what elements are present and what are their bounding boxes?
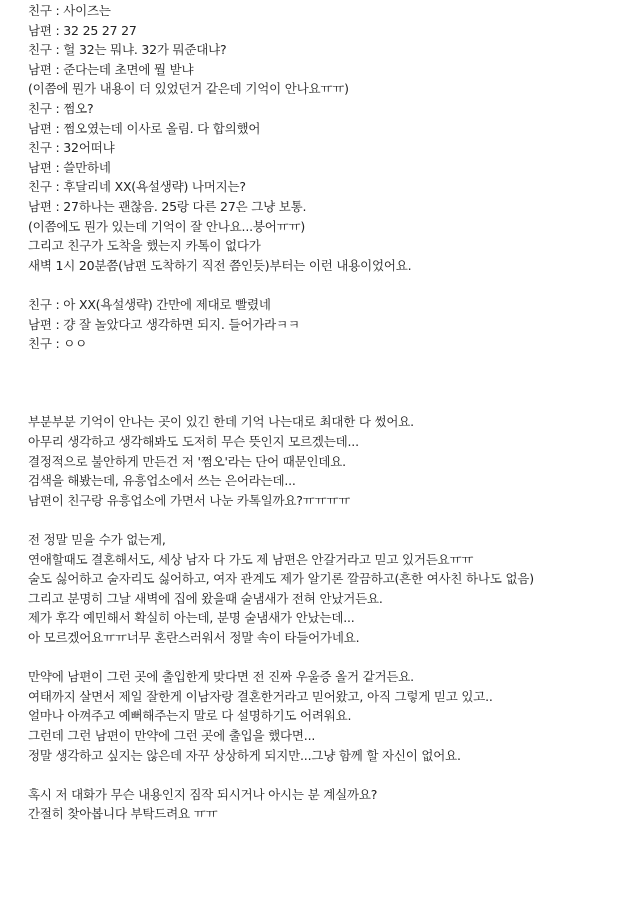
text-line: 친구 : 쩜오? xyxy=(28,100,94,116)
text-line: 혹시 저 대화가 무슨 내용인지 짐작 되시거나 아시는 분 계실까요? xyxy=(28,786,378,802)
chat-transcript-block xyxy=(28,1,643,275)
text-line: 친구 : 헐 32는 뭐냐. 32가 뭐준대냐? xyxy=(28,42,227,58)
text-line: 결정적으로 불안하게 만든건 저 '쩜오'라는 단어 때문인데요. xyxy=(28,453,346,469)
text-line: 그리고 분명히 그날 새벽에 집에 왔을때 술냄새가 전혀 안났거든요. xyxy=(28,590,383,606)
text-line: 친구 : 아 XX(욕설생략) 간만에 제대로 빨렸네 xyxy=(28,296,271,312)
text-line: (이쯤에 뭔가 내용이 더 있었던거 같은데 기억이 안나요ㅠㅠ) xyxy=(28,81,349,97)
text-line: 남편 : 쩜오였는데 이사로 올림. 다 합의했어 xyxy=(28,120,261,136)
text-line: 친구 : 사이즈는 xyxy=(28,3,111,18)
text-line: (이쯤에도 뭔가 있는데 기억이 잘 안나요...붕어ㅠㅠ) xyxy=(28,218,306,234)
text-line: 제가 후각 예민해서 확실히 아는데, 분명 술냄새가 안났는데... xyxy=(28,610,355,626)
paragraph-spacer xyxy=(28,393,643,413)
paragraph-spacer xyxy=(28,373,643,393)
text-line: 친구 : 후달리네 XX(욕설생략) 나머지는? xyxy=(28,179,246,195)
text-line: 그리고 친구가 도착을 했는지 카톡이 없다가 xyxy=(28,238,261,254)
paragraph xyxy=(28,412,643,510)
paragraph-spacer xyxy=(28,648,643,668)
paragraph xyxy=(28,785,643,824)
text-line: 남편 : 27하나는 괜찮음. 25랑 다른 27은 그냥 보통. xyxy=(28,198,307,214)
text-line: 얼마나 아껴주고 예뻐해주는지 말로 다 설명하기도 어려워요. xyxy=(28,708,352,724)
paragraph xyxy=(28,530,643,648)
paragraph-spacer xyxy=(28,765,643,785)
paragraph-spacer xyxy=(28,275,643,295)
text-line: 친구 : ㅇㅇ xyxy=(28,336,88,352)
text-line: 그런데 그런 남편이 만약에 그런 곳에 출입을 했다면... xyxy=(28,727,316,743)
text-line: 부분부분 기억이 안나는 곳이 있긴 한데 기억 나는대로 최대한 다 썼어요. xyxy=(28,414,414,430)
text-line: 전 정말 믿을 수가 없는게, xyxy=(28,532,166,548)
text-line: 아 모르겠어요ㅠㅠ너무 혼란스러워서 정말 속이 타들어가네요. xyxy=(28,630,360,645)
text-line: 친구 : 32어떠냐 xyxy=(28,140,115,156)
text-line: 만약에 남편이 그런 곳에 출입한게 맞다면 전 진짜 우울증 올거 같거든요. xyxy=(28,669,414,685)
text-line: 남편이 친구랑 유흥업소에 가면서 나눈 카톡일까요?ㅠㅠㅠㅠ xyxy=(28,492,351,508)
paragraph-spacer xyxy=(28,510,643,530)
text-line: 남편 : 쓸만하네 xyxy=(28,159,111,175)
text-line: 남편 : 걍 잘 놀았다고 생각하면 되지. 들어가라ㅋㅋ xyxy=(28,316,300,332)
text-line: 새벽 1시 20분쯤(남편 도착하기 직전 쯤인듯)부터는 이런 내용이었어요. xyxy=(28,257,412,273)
text-line: 남편 : 준다는데 초면에 뭘 받냐 xyxy=(28,61,194,77)
text-line: 여태까지 살면서 제일 잘한게 이남자랑 결혼한거라고 믿어왔고, 아직 그렇게 믿고 있고.. xyxy=(28,688,493,704)
text-line: 술도 싫어하고 술자리도 싫어하고, 여자 관계도 제가 알기론 깔끔하고(흔한 여사친 하나도 없음) xyxy=(28,571,534,587)
paragraph xyxy=(28,667,643,765)
text-line: 연애할때도 결혼해서도, 세상 남자 다 가도 제 남편은 안갈거라고 믿고 있거든요ㅠㅠ xyxy=(28,551,474,567)
text-line: 검색을 해봤는데, 유흥업소에서 쓰는 은어라는데... xyxy=(28,473,296,489)
text-line: 정말 생각하고 싶지는 않은데 자꾸 상상하게 되지만...그냥 함께 할 자신이 없어요. xyxy=(28,747,461,763)
chat-transcript-late-block xyxy=(28,295,643,354)
paragraph-spacer xyxy=(28,354,643,374)
text-line: 아무리 생각하고 생각해봐도 도저히 무슨 뜻인지 모르겠는데... xyxy=(28,434,359,450)
text-line: 간절히 찾아봅니다 부탁드려요 ㅠㅠ xyxy=(28,806,218,822)
text-line: 남편 : 32 25 27 27 xyxy=(28,22,137,38)
